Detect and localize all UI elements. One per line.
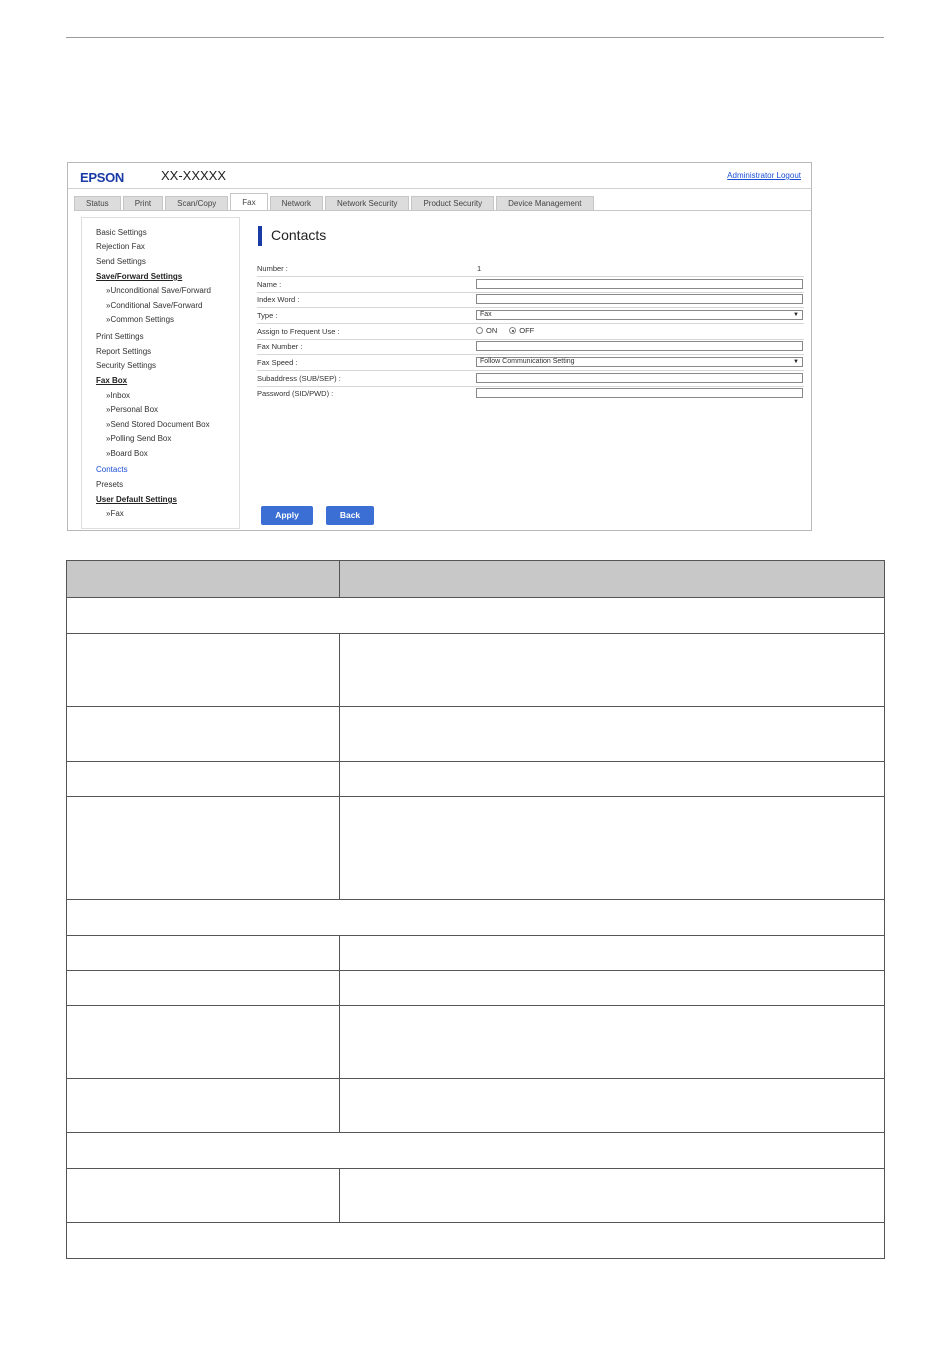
name-input[interactable] [476,279,803,289]
table-header-cell [67,561,340,598]
password-input[interactable] [476,388,803,398]
table-cell [340,797,885,900]
table-row [67,1169,885,1223]
apply-button[interactable]: Apply [261,506,313,525]
sidebar-item-rejection-fax[interactable]: Rejection Fax [96,242,145,251]
tab-device-management[interactable]: Device Management [496,196,593,210]
table-section-row [67,1223,885,1259]
tab-print[interactable]: Print [123,196,163,210]
table-cell [67,1169,340,1223]
subaddress-input[interactable] [476,373,803,383]
table-cell [67,1006,340,1079]
password-label: Password (SID/PWD) : [257,389,334,398]
name-label: Name : [257,280,282,289]
table-cell [340,762,885,797]
sidebar-heading-fax-box[interactable]: Fax Box [96,376,128,385]
fax-speed-select[interactable] [476,357,803,367]
form-row-frequent-use [257,324,804,340]
table-cell [67,707,340,762]
table-row [67,797,885,900]
table-row [67,634,885,707]
tab-fax[interactable]: Fax [230,193,267,210]
table-row [67,1079,885,1133]
dropdown-arrow-icon: ▼ [793,312,799,318]
sidebar-item-security-settings[interactable]: Security Settings [96,361,157,370]
table-cell [340,1006,885,1079]
frequent-use-radio-group [476,326,546,335]
sidebar-item-personal-box[interactable]: »Personal Box [106,405,159,414]
subaddress-label: Subaddress (SUB/SEP) : [257,374,341,383]
sidebar-item-contacts[interactable]: Contacts [96,465,128,474]
table-cell [67,1079,340,1133]
type-label: Type : [257,311,278,320]
sidebar-item-print-settings[interactable]: Print Settings [96,332,144,341]
table-cell [340,707,885,762]
sidebar-item-inbox[interactable]: »Inbox [106,391,131,400]
header-divider [68,188,811,189]
sidebar-heading-save-forward[interactable]: Save/Forward Settings [96,272,183,281]
table-cell [67,797,340,900]
sidebar-item-common-settings[interactable]: »Common Settings [106,315,175,324]
tab-network[interactable]: Network [270,196,323,210]
table-cell [67,598,885,634]
table-row [67,936,885,971]
table-row [67,971,885,1006]
printer-model: XX-XXXXX [161,168,227,183]
table-cell [67,900,885,936]
index-word-input[interactable] [476,294,803,304]
app-header [68,163,811,187]
sidebar-item-board-box[interactable]: »Board Box [106,449,148,458]
reference-table [66,560,885,1259]
tab-scan-copy[interactable]: Scan/Copy [165,196,228,210]
sidebar-item-polling-send-box[interactable]: »Polling Send Box [106,434,172,443]
tab-strip-divider [74,210,811,211]
form-row-fax-speed [257,355,804,371]
sidebar-item-send-settings[interactable]: Send Settings [96,257,146,266]
page-title: Contacts [271,227,327,243]
table-section-row [67,900,885,936]
index-word-label: Index Word : [257,295,300,304]
page-top-rule [66,37,884,38]
frequent-use-on-label: ON [486,326,498,335]
table-cell [340,1079,885,1133]
table-cell [67,1133,885,1169]
table-header-row [67,561,885,598]
table-cell [340,634,885,707]
tab-status[interactable]: Status [74,196,121,210]
table-row [67,1006,885,1079]
table-cell [67,634,340,707]
frequent-use-off-label: OFF [519,326,535,335]
epson-logo: EPSON [80,170,125,185]
table-row [67,762,885,797]
table-cell [67,762,340,797]
number-label: Number : [257,264,288,273]
fax-speed-label: Fax Speed : [257,358,298,367]
fax-number-input[interactable] [476,341,803,351]
sidebar-item-unconditional-save-forward[interactable]: »Unconditional Save/Forward [106,286,211,295]
fax-number-label: Fax Number : [257,342,303,351]
table-cell [340,1169,885,1223]
sidebar-heading-user-default-settings[interactable]: User Default Settings [96,495,177,504]
form-row-subaddress [257,371,804,387]
number-value: 1 [477,264,482,273]
type-select[interactable] [476,310,803,320]
table-cell [340,971,885,1006]
title-accent-bar [258,226,262,246]
form-row-name [257,277,804,293]
sidebar-item-conditional-save-forward[interactable]: »Conditional Save/Forward [106,301,203,310]
administrator-logout-link[interactable]: Administrator Logout [727,171,801,180]
form-row-fax-number [257,339,804,355]
form-row-type [257,308,804,324]
form-row-index-word [257,292,804,308]
sidebar [81,217,240,529]
frequent-use-on-radio[interactable] [476,327,483,334]
sidebar-item-fax-defaults[interactable]: »Fax [106,509,124,518]
sidebar-item-basic-settings[interactable]: Basic Settings [96,228,147,237]
table-row [67,707,885,762]
dropdown-arrow-icon: ▼ [793,359,799,365]
table-section-row [67,598,885,634]
fax-speed-selected-value: Follow Communication Setting [480,358,575,365]
tab-bar [74,193,811,210]
web-config-screenshot [67,162,812,531]
table-cell [67,936,340,971]
back-button[interactable]: Back [326,506,374,525]
sidebar-item-presets[interactable]: Presets [96,480,124,489]
table-cell [67,971,340,1006]
sidebar-item-send-stored-document-box[interactable]: »Send Stored Document Box [106,420,210,429]
form-row-number [257,261,804,277]
frequent-use-off-radio[interactable] [509,327,516,334]
sidebar-item-report-settings[interactable]: Report Settings [96,347,152,356]
form-row-password [257,386,804,401]
table-cell [340,936,885,971]
tab-network-security[interactable]: Network Security [325,196,409,210]
frequent-use-label: Assign to Frequent Use : [257,327,340,336]
tab-product-security[interactable]: Product Security [411,196,494,210]
table-cell [67,1223,885,1259]
table-header-cell [340,561,885,598]
table-section-row [67,1133,885,1169]
type-selected-value: Fax [480,311,492,318]
